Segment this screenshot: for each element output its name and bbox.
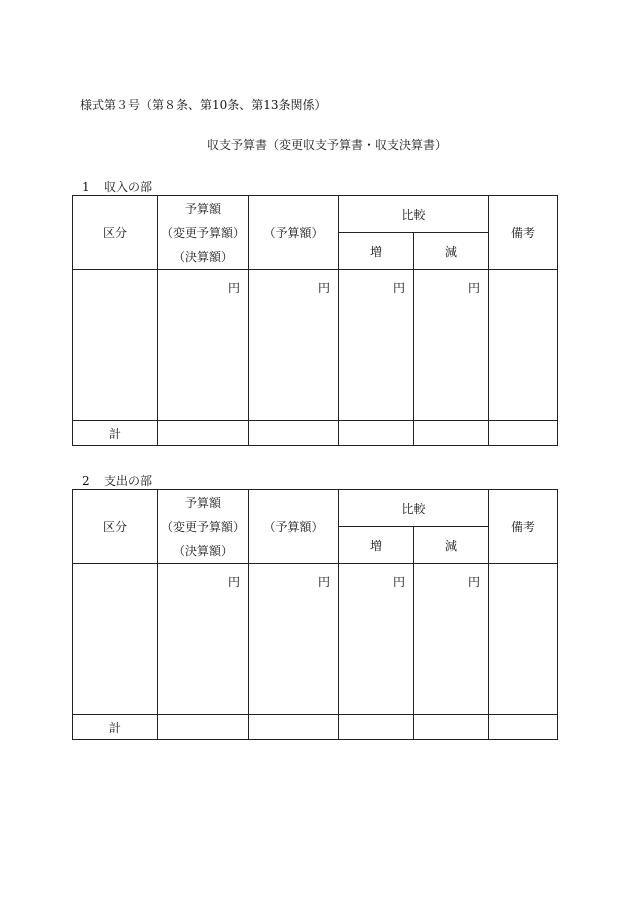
category-cell <box>73 270 158 421</box>
header-comparison: 比較 <box>339 490 489 527</box>
category-cell <box>73 564 158 715</box>
remarks-cell <box>489 564 558 715</box>
header-previous-budget: （予算額） <box>249 490 339 564</box>
previous-budget-cell <box>249 564 339 715</box>
total-increase-cell <box>339 421 414 446</box>
section-number: 2 <box>82 474 90 488</box>
total-decrease-cell <box>414 715 489 740</box>
header-remarks: 備考 <box>489 196 558 270</box>
header-budget-line2: （変更予算額） <box>160 225 245 240</box>
income-table <box>72 195 558 446</box>
total-remarks-cell <box>489 421 558 446</box>
increase-cell <box>339 270 414 421</box>
unit-label: 円 <box>392 281 405 295</box>
unit-label: 円 <box>468 575 481 589</box>
total-previous-budget-cell <box>249 421 339 446</box>
increase-cell <box>339 564 414 715</box>
header-budget-line3: （決算額） <box>172 543 233 558</box>
header-increase: 増 <box>339 527 414 564</box>
budget-cell <box>158 564 249 715</box>
remarks-cell <box>489 270 558 421</box>
previous-budget-cell <box>249 270 339 421</box>
decrease-cell <box>414 270 489 421</box>
header-budget <box>158 490 249 564</box>
unit-label: 円 <box>227 281 240 295</box>
total-label: 計 <box>73 715 158 740</box>
unit-label: 円 <box>317 575 330 589</box>
form-number: 様式第３号（第８条、第10条、第13条関係） <box>80 98 327 112</box>
header-budget-line2: （変更予算額） <box>160 519 245 534</box>
total-increase-cell <box>339 715 414 740</box>
unit-label: 円 <box>468 281 481 295</box>
header-budget-line1: 予算額 <box>184 495 221 510</box>
header-budget-line1: 予算額 <box>184 201 221 216</box>
total-budget-cell <box>158 715 249 740</box>
header-remarks: 備考 <box>489 490 558 564</box>
document-title: 収支予算書（変更収支予算書・収支決算書） <box>206 138 447 152</box>
section-title: 収入の部 <box>104 180 153 194</box>
section-number: 1 <box>82 180 90 194</box>
header-category: 区分 <box>73 490 158 564</box>
total-budget-cell <box>158 421 249 446</box>
header-category: 区分 <box>73 196 158 270</box>
total-label: 計 <box>73 421 158 446</box>
total-previous-budget-cell <box>249 715 339 740</box>
section-heading-expenditure <box>82 472 152 489</box>
header-decrease: 減 <box>414 233 489 270</box>
budget-cell <box>158 270 249 421</box>
header-increase: 増 <box>339 233 414 270</box>
unit-label: 円 <box>392 575 405 589</box>
header-budget <box>158 196 249 270</box>
unit-label: 円 <box>317 281 330 295</box>
section-heading-income <box>82 178 152 195</box>
header-budget-line3: （決算額） <box>172 249 233 264</box>
section-title: 支出の部 <box>104 474 153 488</box>
header-previous-budget: （予算額） <box>249 196 339 270</box>
total-remarks-cell <box>489 715 558 740</box>
header-comparison: 比較 <box>339 196 489 233</box>
unit-label: 円 <box>227 575 240 589</box>
header-decrease: 減 <box>414 527 489 564</box>
expenditure-table <box>72 489 558 740</box>
decrease-cell <box>414 564 489 715</box>
total-decrease-cell <box>414 421 489 446</box>
